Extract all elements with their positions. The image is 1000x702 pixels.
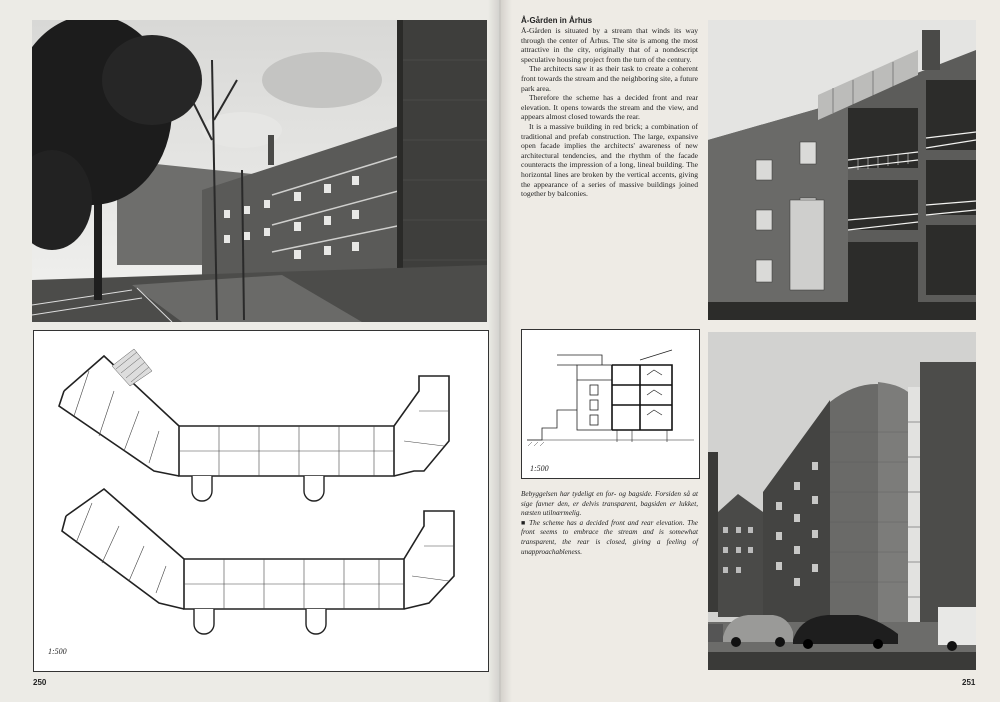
caption bbox=[521, 490, 698, 557]
left-page-number: 250 bbox=[33, 678, 47, 687]
photo-stream-facade-image bbox=[32, 20, 487, 322]
right-page-number: 251 bbox=[962, 678, 976, 687]
plan-scale-label: 1:500 bbox=[48, 647, 67, 656]
article-title: Å-Gården in Århus bbox=[521, 16, 593, 25]
photo-balcony-facade-image bbox=[708, 20, 976, 320]
photo-stream-facade bbox=[32, 20, 487, 322]
floor-plans-box bbox=[33, 330, 489, 672]
caption-english: The scheme has a decided front and rear elevation. The front seems to embrace the stream and is somewhat transparent, the rear is closed, giving a feeling of unapproachableness. bbox=[521, 518, 698, 556]
photo-balcony-facade bbox=[708, 20, 976, 320]
article-paragraph-2: The architects saw it as their task to create a coherent front towards the stream and the neighboring site, a future park area. bbox=[521, 64, 698, 93]
article-paragraph-4: It is a massive building in red brick; a combination of traditional and prefab construction. The large, expansive open facade implies the architects' awareness of new architectural tendencies, and the rhythm of the facade counteracts the impression of a long, lineal building. The horizontal lines are broken by the vertical accents, giving the appearance of a series of massive buildings joined together by balconies. bbox=[521, 121, 698, 199]
caption-bullet: ■ bbox=[521, 518, 527, 527]
section-drawing-box bbox=[521, 329, 700, 479]
article bbox=[521, 16, 698, 199]
book-gutter bbox=[488, 0, 512, 702]
photo-round-tower bbox=[708, 332, 976, 670]
right-page bbox=[500, 0, 1000, 702]
section-drawing bbox=[522, 330, 699, 478]
article-paragraph-3: Therefore the scheme has a decided front and rear elevation. It opens towards the stream and the view, and appears almost closed towards the rear. bbox=[521, 93, 698, 122]
caption-english-wrap bbox=[521, 519, 698, 557]
section-scale-label: 1:500 bbox=[530, 464, 549, 473]
caption-danish: Bebyggelsen har tydeligt en for- og bagside. Forsiden så at sige favner den, er delvis transparent, bagsiden er lukket, næsten utilnærmelig. bbox=[521, 490, 698, 518]
article-paragraph-1: Å-Gården is situated by a stream that winds its way through the center of Århus. The site is among the most attractive in the city, originally that of a nondescript speculative housing project from the turn of the century. bbox=[521, 26, 698, 64]
photo-round-tower-image bbox=[708, 332, 976, 670]
floor-plans-drawing bbox=[34, 331, 488, 671]
